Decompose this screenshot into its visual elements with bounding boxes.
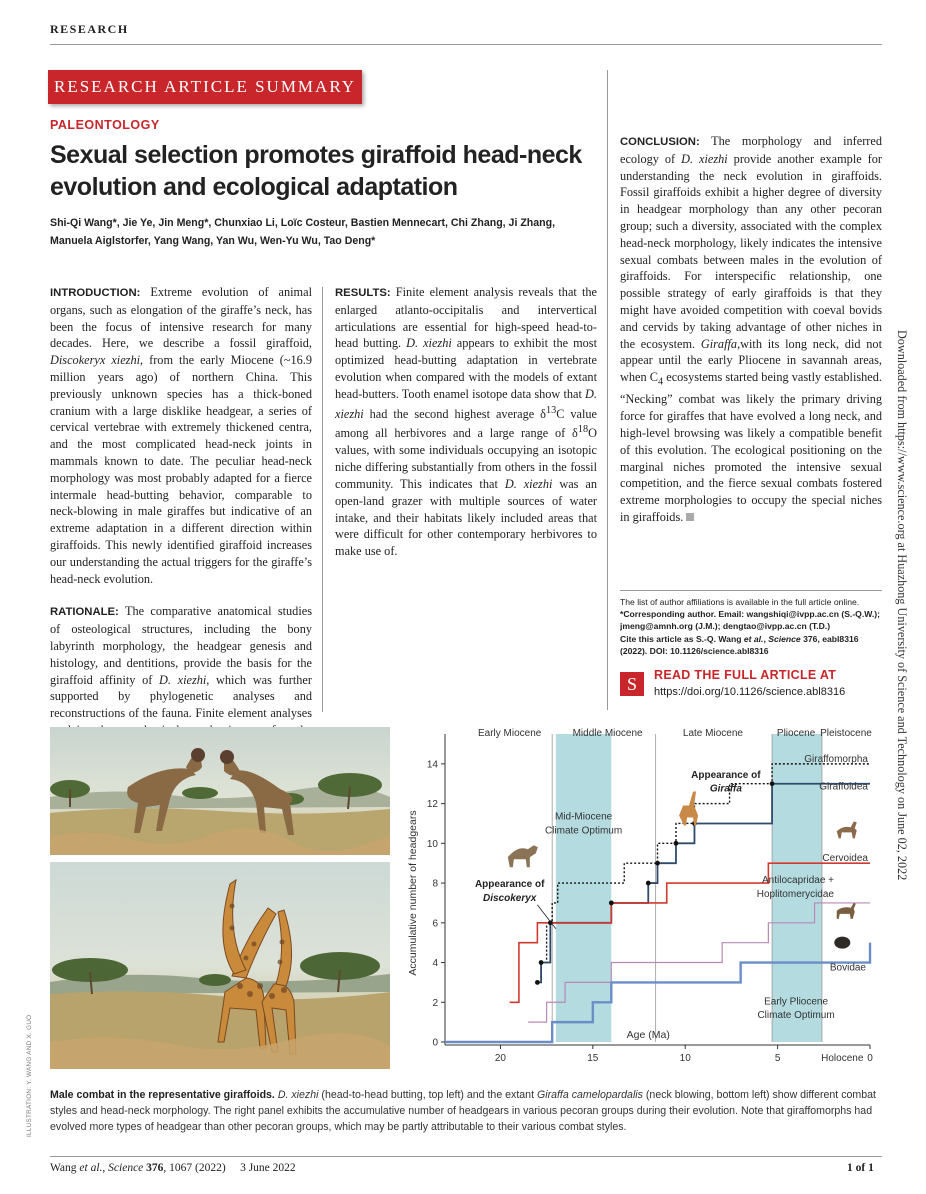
series-label: Bovidae [829,962,866,974]
data-point [539,960,544,965]
author-line-1: Shi-Qi Wang*, Jie Ye, Jin Meng*, Chunxiao Li, Loïc Costeur, Bastien Mennecart, Chi Zhang, Ji Zhang, [50,217,556,229]
section-label: RESEARCH [50,22,129,36]
section-heading: RATIONALE: [50,606,119,619]
climate-band-label: Mid-Miocene [554,811,613,823]
column-divider [322,287,323,712]
epoch-label: Early Miocene [477,728,542,739]
column-3 [620,133,882,542]
headgear-chart [400,722,882,1080]
annotation-taxon: Giraffa [709,783,742,795]
x-tick-label: 15 [587,1053,599,1064]
footer-citation: Wang et al., Science 376, 1067 (2022) 3 June 2022 [50,1162,296,1174]
x-axis-label: Age (Ma) [626,1029,670,1041]
section-heading: RESULTS: [335,287,391,299]
epoch-label: Pleistocene [820,728,872,739]
genus-name: Giraffa [700,336,738,351]
species-name: D. xiezhi [681,151,728,166]
discokeryx-silhouette-icon [508,845,538,867]
y-tick-label: 0 [432,1037,438,1049]
data-point [609,901,614,906]
pronghorn-silhouette-icon [837,903,856,919]
science-logo-icon: S [620,672,644,696]
data-point [674,841,679,846]
page-number: 1 of 1 [847,1162,874,1174]
results-paragraph: RESULTS: Finite element analysis reveals that the enlarged atlanto-occipitalis and intervertical articulations are essential for high-speed head-to-head butting. D. xiezhi appears to exhibit the most optimized head-butting adaptation in vertebrate evolution when compared with the models of extant head-butters. Tooth enamel isotope data show that D. xiezhi had the second highest average $\delta^{13}C$ value among all herbivores and a large range of $\delta^{18}O$ values, with some individuals occupying an isotopic niche differing substantially from others in the fossil community. This indicates that D. xiezhi was an open-land grazer with multiple sources of water intake, and their habitats likely included areas that were difficult for other contemporary herbivores to make use of. [335,285,597,559]
epoch-label: Middle Miocene [572,728,643,739]
x-tick-label: 0 [867,1053,873,1064]
y-tick-label: 14 [426,759,438,771]
species-name: D. xiezhi [335,386,597,421]
data-point [535,980,540,985]
climate-band [556,734,611,1042]
annotation-taxon: Discokeryx [482,892,537,904]
article-type-banner: RESEARCH ARTICLE SUMMARY [48,70,362,104]
y-axis-label: Accumulative number of headgears [407,810,419,976]
y-tick-label: 6 [432,918,438,930]
illustration-credit: ILLUSTRATION: Y. WANG AND X. GUO [26,1014,33,1137]
discokeryx-illustration [50,727,390,855]
giraffa-scene [50,862,390,1069]
doi-link[interactable]: https://doi.org/10.1126/science.abl8316 [654,686,846,698]
deer-silhouette-icon [837,821,857,838]
author-line-2: Manuela Aiglstorfer, Yang Wang, Yan Wu, Wen-Yu Wu, Tao Deng* [50,234,376,247]
series-label: Antilocapridae + [762,875,834,887]
climate-band-label: Early Pliocene [764,996,829,1008]
data-point [770,781,775,786]
x-tick-label: 10 [679,1053,691,1064]
top-rule [50,44,882,45]
giraffe-silhouette-icon [679,792,698,826]
column-2-text [335,284,597,576]
giraffa-illustration [50,862,390,1069]
section-heading: INTRODUCTION: [50,287,141,299]
climate-band-label: Climate Optimum [544,825,623,837]
annotation-label: Appearance of [474,879,545,891]
headgear-chart-svg [400,722,882,1080]
section-heading: CONCLUSION: [620,136,700,148]
introduction-paragraph: INTRODUCTION: Extreme evolution of animal organs, such as elongation of the giraffe’s neck, has been the focus of intensive research for many decades. Here, we describe a fossil giraffoid, Discokeryx xiezhi, from the early Miocene (~16.9 million years ago) of northern China. This previously unknown species has a thick-boned cranium with a large disklike headgear, a series of cervical vertebrae with extremely thickened centra, and the most complicated head-neck joints in mammals known to date. The peculiar head-neck morphology was most probably adapted for a fierce intermale head-butting behavior, comparable to neck-blowing in male giraffes but indicative of an extreme adaptation in a different direction within giraffoids. This newly identified giraffoid increases our understanding the actual triggers for the giraffe’s head-neck evolution. [50,285,312,586]
muskox-silhouette-icon [834,937,850,949]
series-label: Giraffoidea [819,781,868,793]
y-tick-label: 10 [426,838,438,850]
species-name: D. xiezhi [504,476,553,491]
species-name: D. xiezhi [406,336,452,351]
y-tick-label: 4 [432,958,438,970]
y-tick-label: 12 [426,799,438,811]
bottom-rule [50,1156,882,1157]
species-name: D. xiezhi [159,672,207,687]
footnote: The list of author affiliations is available in the full article online. *Corresponding author. Email: wangshiqi@ivpp.ac.cn (S.-Q.W.); jmeng@amnh.org (J.M.); dengtao@ivpp.ac.cn (T.D.) Cite this article as S.-Q. Wang et al., Science 376, eabl8316 (2022). DOI: 10.1126/science.abl8316 [620,590,882,657]
corresponding-author: *Corresponding author. Email: wangshiqi@ivpp.ac.cn (S.-Q.W.); jmeng@amnh.org (J.M.); dengtao@ivpp.ac.cn (T.D.) [620,609,881,632]
annotation-pointer [537,905,555,929]
y-tick-label: 2 [432,997,438,1009]
conclusion-paragraph: CONCLUSION: The morphology and inferred ecology of D. xiezhi provide another example for understanding the neck evolution in giraffoids. Fossil giraffoids exhibit a higher degree of diversity in headgear morphology than any other pecoran group; such a diversity, associated with the complex head-neck morphology, likely indicates the intensive sexual combats between males in the evolution of giraffoids. For interspecific relationship, one possible strategy of early giraffoids is that they might have avoided competition with coeval bovids and cervids by taking advantage of other niches in the ecosystem. Giraffa,with its long neck, did not appear until the early Pliocene in savannah areas, when $C_4$ ecosystems started being vastly established. “Necking” combat was likely the primary driving force for giraffes that have evolved a long neck, and high-level browsing was likely a compatible benefit of this evolution. The ecological positioning on the marginal niches promoted the intensive sexual competition, and the fierce sexual combats fostered extreme morphologies to occupy the special niches in giraffoids. [620,134,882,524]
series-label: Hoplitomerycidae [756,889,834,900]
species-name: Discokeryx xiezhi [50,353,141,368]
citation: Cite this article as S.-Q. Wang et al., Science 376, eabl8316 (2022). DOI: 10.1126/science.abl8316 [620,633,859,656]
subject-kicker: PALEONTOLOGY [50,118,160,132]
figure-caption: Male combat in the representative giraffoids. D. xiezhi (head-to-head butting, top left) and the extant Giraffa camelopardalis (neck blowing, bottom left) show different combat styles and head-neck morphology. The right panel exhibits the accumulative number of headgears in various pecoran groups during their evolution. Note that giraffomorphs had evolved more types of headgear than other pecoran groups, which may be partly attributable to their various combat styles. [50,1089,876,1133]
epoch-label: Late Miocene [682,728,743,739]
column-divider [607,70,608,710]
y-tick-label: 8 [432,878,438,890]
discokeryx-scene [50,727,390,855]
end-mark [686,513,694,521]
x-tick-label: 20 [494,1053,506,1064]
series-label: Cervoidea [822,853,868,865]
series-label: Giraffomorpha [804,753,868,765]
data-point [655,861,660,866]
download-watermark: Downloaded from https://www.science.org at Huazhong University of Science and Technology on June 02, 2022 [895,330,909,881]
epoch-label: Pliocene [776,728,816,739]
x-tick-label: 5 [774,1053,781,1064]
climate-band-label: Climate Optimum [757,1010,835,1022]
data-point [646,881,651,886]
annotation-label: Appearance of [691,769,761,781]
article-title: Sexual selection promotes giraffoid head-neck evolution and ecological adaptation [50,141,582,201]
rationale-paragraph: RATIONALE: The comparative anatomical studies of osteological structures, including the bony labyrinth morphology, the headgear genesis and histology, and dentitions, provide the basis for the giraffoid affinity of D. xiezhi, which was further supported by phylogenetic analyses and reconstructions of the fauna. Finite element analyses [50,603,312,839]
read-full-label: READ THE FULL ARTICLE AT [654,668,837,682]
author-list [50,215,606,250]
holocene-label: Holocene [821,1053,864,1064]
